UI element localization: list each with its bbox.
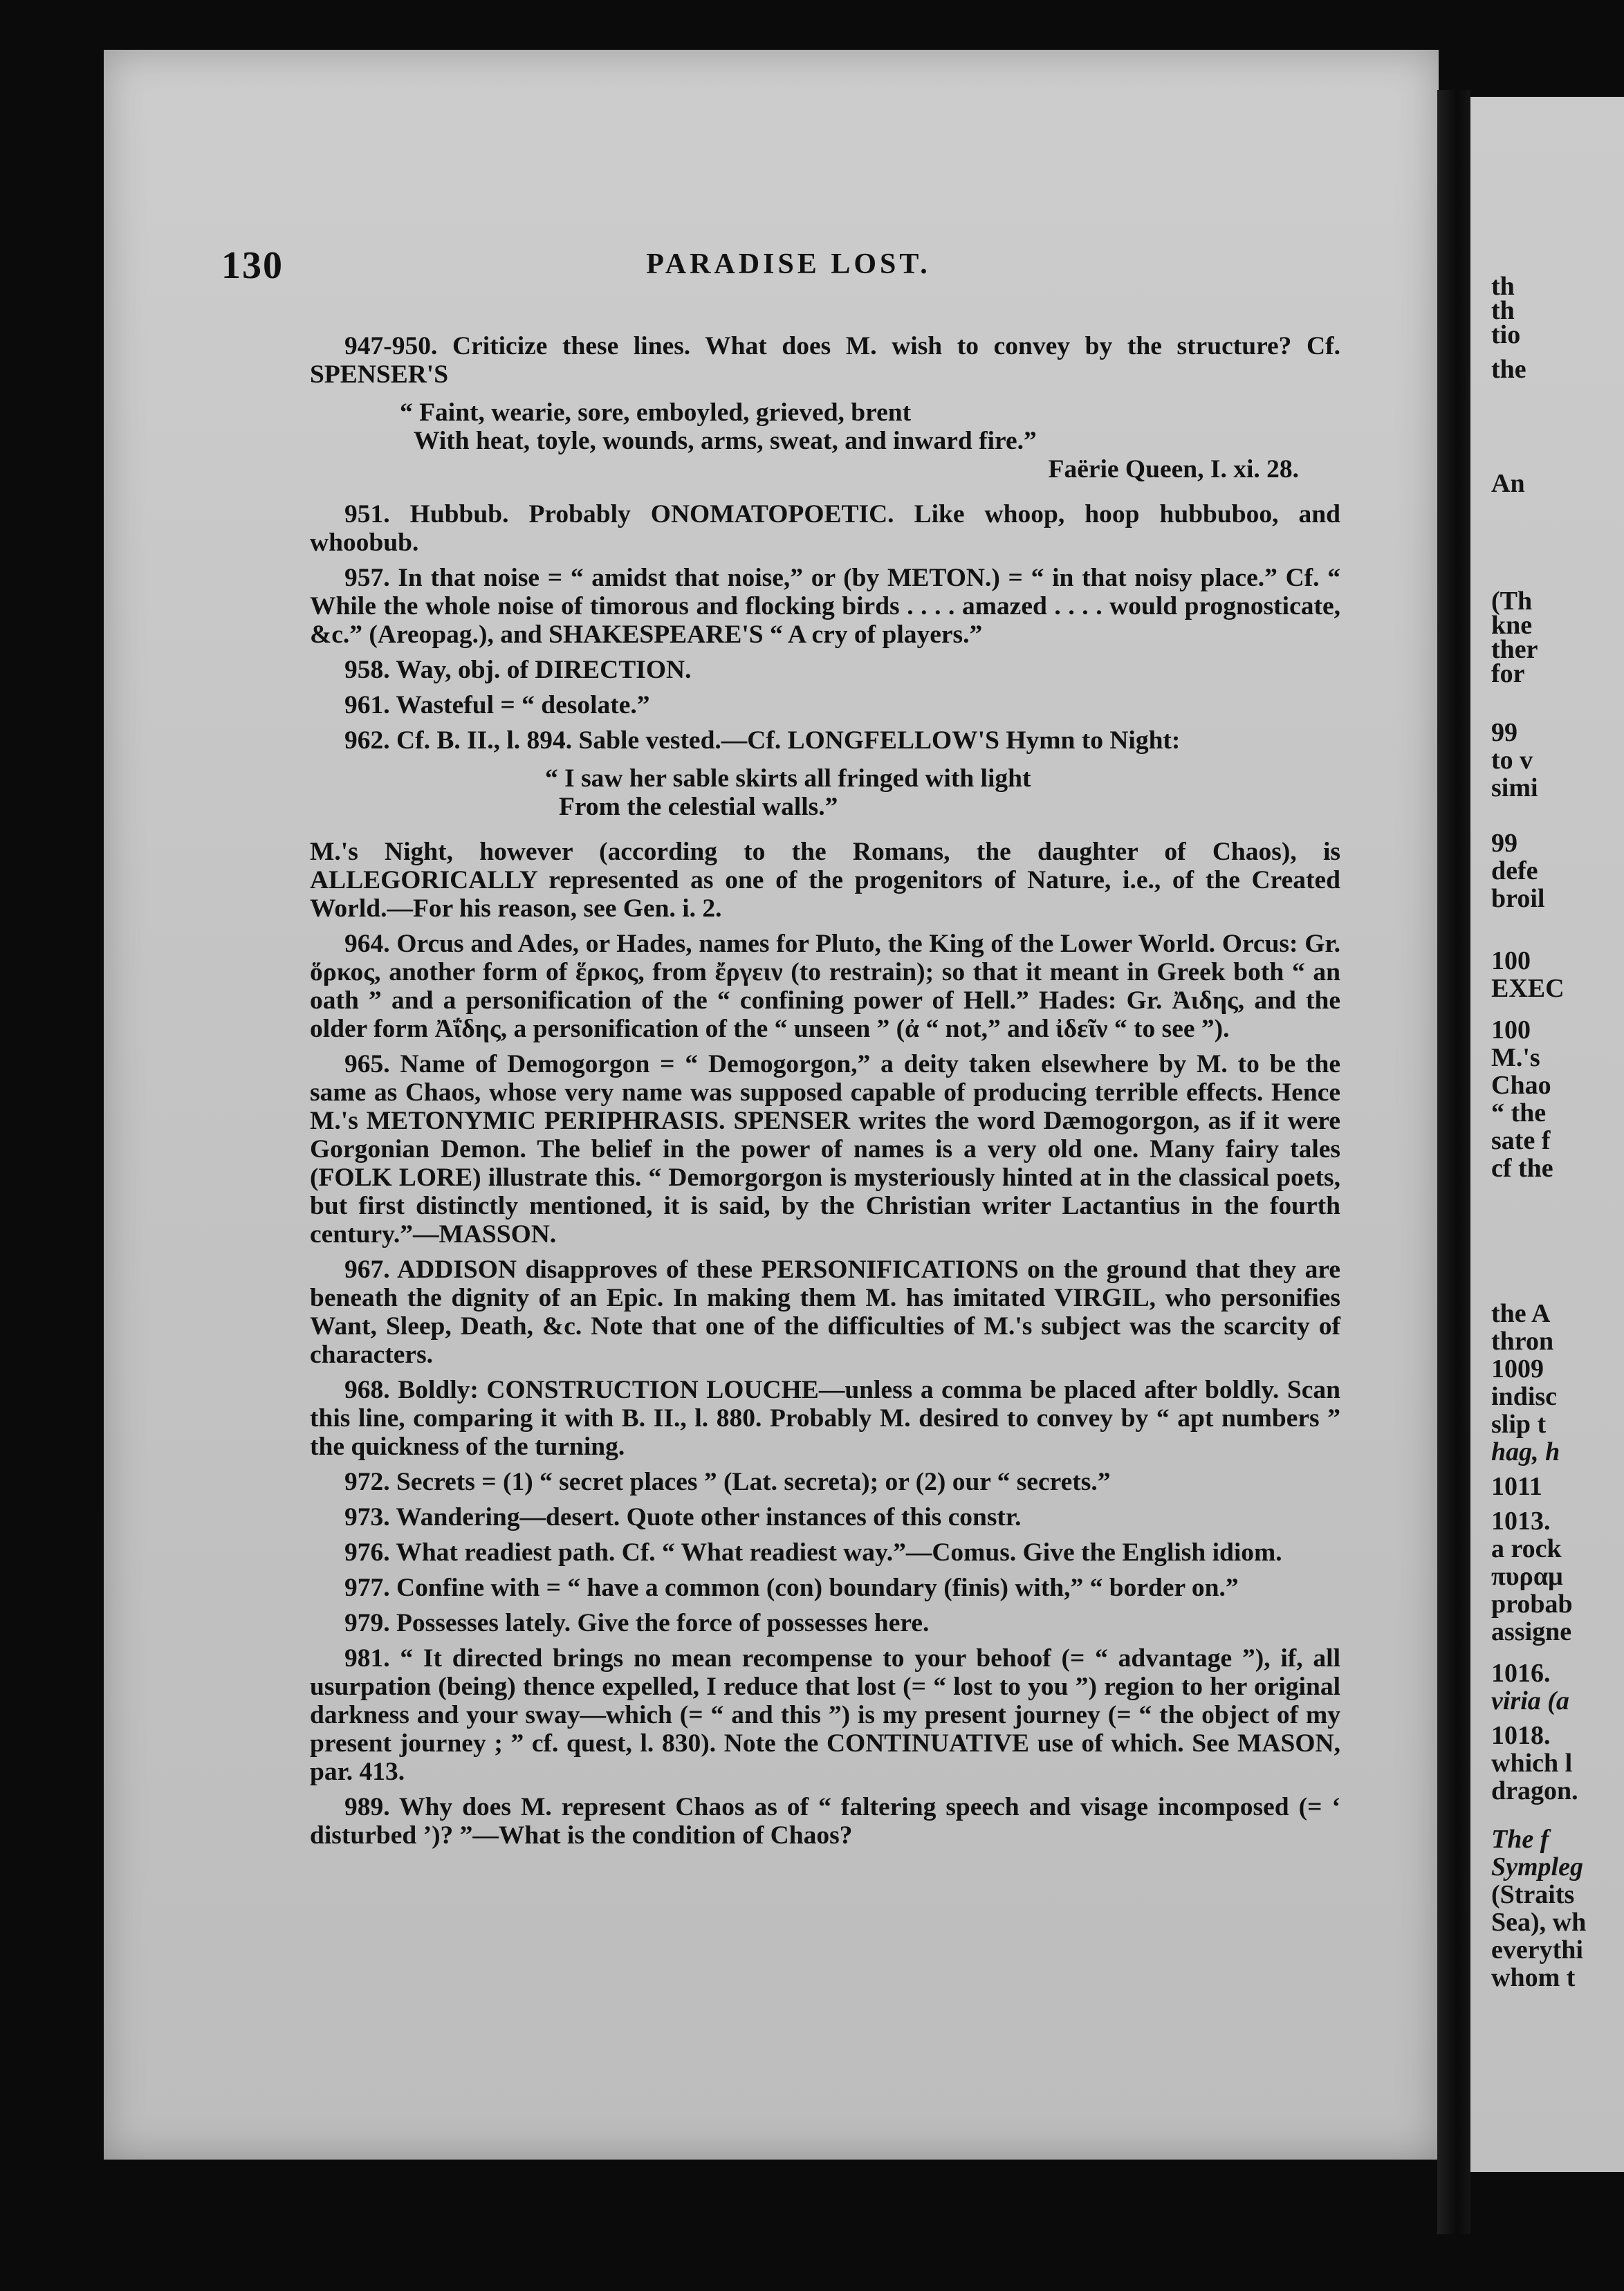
note-paragraph [310,1468,1340,1496]
facing-page-line: the [1491,355,1526,384]
note-number: 967. [344,1255,390,1284]
facing-page-line: 99 [1491,829,1517,858]
facing-page-line: “ the [1491,1098,1547,1128]
facing-page-line: probab [1491,1590,1573,1619]
note-number: 977. [344,1574,390,1602]
note-text: Wandering—desert. Quote other instances of this constr. [396,1503,1022,1531]
note-text: Wasteful = “ desolate.” [396,691,650,719]
note-text: Name of Demogorgon = “ Demogorgon,” a deity taken elsewhere by M. to be the same as Chaos, whose very name was supposed capable of producing terrible effects. Hence M.'s METONYMIC PERIPHRASIS. SPENSER writes the word Dæmogorgon, as if it were Gorgonian Demon. The belief in the power of names is a very old one. Many fairy tales (FOLK LORE) illustrate this. “ Demorgorgon is mysteriously hinted at in the classical poets, but first distinctly mentioned, it is said, by the Christian writer Lactantius in the fourth century.”—MASSON. [310,1050,1340,1249]
facing-page-line: Sea), wh [1491,1908,1587,1937]
note-text: Possesses lately. Give the force of possesses here. [396,1609,930,1637]
facing-page-line: dragon. [1491,1776,1578,1805]
quote-line: “ Faint, wearie, sore, emboyled, grieved, brent [400,398,912,427]
facing-page-line: to v [1491,746,1533,775]
page-header [221,243,1356,285]
note-number: 968. [344,1376,390,1404]
facing-page-line: tio [1491,320,1521,349]
facing-page-line: for [1491,659,1525,688]
note-text: M.'s Night, however (according to the Romans, the daughter of Chaos), is ALLEGORICALLY represented as one of the progenitors of Nature, i.e., of the Created World.—For his reason, see Gen. i. 2. [310,838,1340,923]
facing-page-line: ther [1491,635,1538,664]
note-paragraph [310,1503,1340,1531]
note-paragraph [310,930,1340,1043]
facing-page-line: viria (a [1491,1686,1569,1715]
running-head: PARADISE LOST. [646,248,931,280]
note-paragraph [310,1793,1340,1850]
facing-page-line: broil [1491,884,1545,913]
note-paragraph [310,500,1340,557]
facing-page-line: 1018. [1491,1721,1551,1750]
note-text: What readiest path. Cf. “ What readiest way.”—Comus. Give the English idiom. [396,1538,1282,1567]
note-paragraph [310,332,1340,389]
book-gutter [1437,90,1470,2234]
note-paragraph [310,691,1340,719]
block-quote [310,398,1340,484]
page-number: 130 [221,244,284,287]
facing-page-line: 1013. [1491,1507,1551,1536]
note-paragraph [310,1609,1340,1637]
note-text: Secrets = (1) “ secret places ” (Lat. secreta); or (2) our “ secrets.” [396,1468,1111,1496]
note-paragraph [310,656,1340,684]
note-text: Boldly: CONSTRUCTION LOUCHE—unless a comma be placed after boldly. Scan this line, comparing it with B. II., l. 880. Probably M. desired to convey by “ apt numbers ” the quickness of the turning. [310,1376,1340,1461]
facing-page-line: which l [1491,1749,1573,1778]
note-text: Confine with = “ have a common (con) boundary (finis) with,” “ border on.” [396,1574,1239,1602]
note-paragraph [310,1644,1340,1786]
note-paragraph [310,1574,1340,1602]
note-text: Why does M. represent Chaos as of “ faltering speech and visage incomposed (= ‘ disturbed ’)? ”—What is the condition of Chaos? [310,1793,1340,1850]
facing-page-line: assigne [1491,1617,1572,1646]
facing-page-line: Sympleg [1491,1852,1583,1881]
facing-page-line: a rock [1491,1534,1562,1563]
quote-line: From the celestial walls.” [559,793,838,821]
note-paragraph [310,1050,1340,1249]
note-number: 964. [344,930,390,958]
note-text: Orcus and Ades, or Hades, names for Pluto, the King of the Lower World. Orcus: Gr. ὅρκος, another form of ἕρκος, from ἔργειν (to restrain); so that it meant in Greek both “ an oath ” and a personification of the “ confining power of Hell.” Hades: Gr. Ἀιδης, and the older form Ἀΐδης, a personification of the “ unseen ” (ἀ “ not,” and ἰδεῖν “ to see ”). [310,930,1340,1043]
note-text: Hubbub. Probably ONOMATOPOETIC. Like whoop, hoop hubbuboo, and whoobub. [310,500,1340,557]
facing-page-line: everythi [1491,1935,1583,1965]
facing-page-line: An [1491,469,1525,498]
notes-body [310,332,1340,1857]
note-number: 962. [344,726,390,755]
facing-page-line: defe [1491,856,1538,885]
facing-page-line: 99 [1491,718,1517,747]
facing-page-line: 1016. [1491,1659,1551,1688]
note-number: 958. [344,656,390,684]
facing-page-fragment [1470,97,1624,2172]
note-paragraph [310,1538,1340,1567]
facing-page-line: πυραμ [1491,1562,1563,1591]
facing-page-line: Chao [1491,1071,1551,1100]
note-number: 979. [344,1609,390,1637]
facing-page-line: indisc [1491,1382,1558,1411]
note-number: 981. [344,1644,390,1673]
facing-page-line: kne [1491,611,1533,640]
facing-page-line: (Straits [1491,1880,1575,1909]
note-paragraph [310,726,1340,755]
facing-page-line: slip t [1491,1410,1547,1439]
note-number: 965. [344,1050,390,1078]
note-paragraph [310,1376,1340,1461]
facing-page-line: hag, h [1491,1437,1560,1466]
quote-line: With heat, toyle, wounds, arms, sweat, and inward fire.” [414,427,1037,455]
note-number: 973. [344,1503,390,1531]
facing-page-line: 100 [1491,1015,1531,1045]
facing-page-line: simi [1491,773,1538,802]
note-paragraph [310,564,1340,649]
quote-line: “ I saw her sable skirts all fringed with light [545,764,1031,793]
note-text: Criticize these lines. What does M. wish to convey by the structure? Cf. SPENSER'S [310,332,1340,389]
facing-page-line: th [1491,296,1515,325]
facing-page-line: The f [1491,1825,1549,1854]
note-text: ADDISON disapproves of these PERSONIFICATIONS on the ground that they are beneath the dignity of an Epic. In making them M. has imitated VIRGIL, who personifies Want, Sleep, Death, &c. Note that one of the difficulties of M.'s subject was the scarcity of characters. [310,1255,1340,1369]
facing-page-line: 1011 [1491,1472,1542,1501]
note-number: 976. [344,1538,390,1567]
facing-page-line: (Th [1491,587,1533,616]
note-text: Cf. B. II., l. 894. Sable vested.—Cf. LONGFELLOW'S Hymn to Night: [396,726,1181,755]
facing-page-line: sate f [1491,1126,1551,1155]
facing-page-line: EXEC [1491,974,1565,1003]
facing-page-line: M.'s [1491,1043,1540,1072]
note-number: 961. [344,691,390,719]
facing-page-line: the A [1491,1299,1551,1328]
note-paragraph [310,1255,1340,1369]
note-number: 957. [344,564,390,592]
facing-page-line: 100 [1491,946,1531,975]
note-text: “ It directed brings no mean recompense to your behoof (= “ advantage ”), if, all usurpation (being) thence expelled, I reduce that lost (= “ lost to you ”) region to her original darkness and your sway—which (= “ and this ”) is my present journey (= “ the object of my present journey ; ” cf. quest, l. 830). Note the CONTINUATIVE use of which. See MASON, par. 413. [310,1644,1341,1786]
note-text: In that noise = “ amidst that noise,” or (by METON.) = “ in that noisy place.” Cf. “ While the whole noise of timorous and flocking birds . . . . amazed . . . . would prognosticate, &c.” (Areopag.), and SHAKESPEARE'S “ A cry of players.” [310,564,1340,649]
facing-page-line: whom t [1491,1963,1576,1992]
note-number: 989. [344,1793,390,1821]
facing-page-line: 1009 [1491,1354,1544,1383]
note-number: 972. [344,1468,390,1496]
block-quote [310,764,1340,821]
note-paragraph [310,838,1340,923]
quote-source: Faërie Queen, I. xi. 28. [1048,455,1299,484]
note-text: Way, obj. of DIRECTION. [396,656,692,684]
note-number: 947-950. [344,332,438,360]
facing-page-line: th [1491,272,1515,301]
facing-page-line: thron [1491,1327,1554,1356]
facing-page-line: cf the [1491,1154,1553,1183]
note-number: 951. [344,500,390,528]
